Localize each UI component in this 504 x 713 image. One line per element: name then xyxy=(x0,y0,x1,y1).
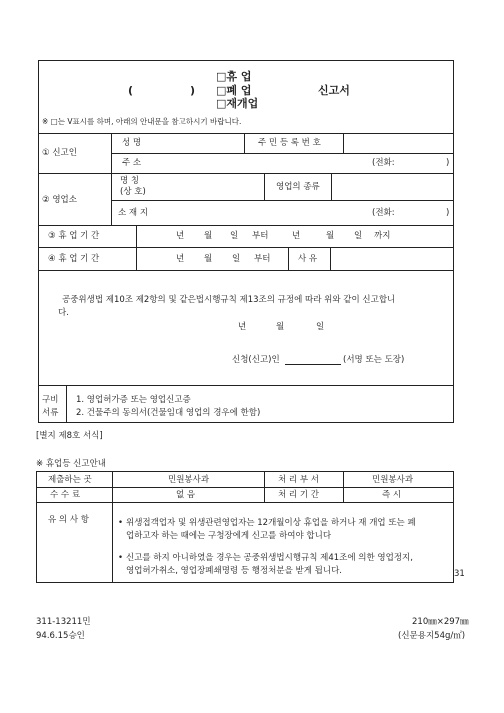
guide-dept-label: 처 리 부 서 xyxy=(278,475,319,485)
period4-label: ④ 휴 업 기 간 xyxy=(48,254,100,264)
date-day[interactable]: 일 xyxy=(316,322,325,332)
title-paren-close: ) xyxy=(190,84,196,97)
rule xyxy=(36,502,454,503)
period3-label: ③ 휴 업 기 간 xyxy=(48,231,100,241)
guide-fee-label: 수 수 료 xyxy=(50,490,81,500)
form-number: [별지 제8호 서식] xyxy=(36,431,103,441)
guide-period-value: 즉 시 xyxy=(382,490,402,500)
applicant-name-field[interactable] xyxy=(140,134,242,152)
title-option-reopen[interactable]: □재개업 xyxy=(216,97,259,110)
docs-item-2: 2. 건물주의 동의서(건물임대 영업의 경우에 한함) xyxy=(76,408,261,418)
docs-item-1: 1. 영업허가증 또는 영업신고증 xyxy=(76,395,191,405)
business-name-field[interactable] xyxy=(140,174,262,199)
business-type-field[interactable] xyxy=(333,174,452,199)
period3-from: 부터 xyxy=(252,231,269,241)
period3-start-month[interactable]: 월 xyxy=(204,231,213,241)
rule xyxy=(343,133,344,153)
title-suffix: 신고서 xyxy=(318,84,350,97)
period3-start-year[interactable]: 년 xyxy=(176,231,185,241)
rule xyxy=(264,471,265,502)
rule xyxy=(264,173,265,200)
applicant-id-label: 주 민 등 록 번 호 xyxy=(258,138,321,148)
applicant-address-label: 주 소 xyxy=(122,158,142,168)
guide-note-2-line-1: 신고를 하지 아니하였을 경우는 공중위생법시행규칙 제41조에 의한 영업정지, xyxy=(126,553,413,563)
period3-start-day[interactable]: 일 xyxy=(230,231,239,241)
period3-end-month[interactable]: 월 xyxy=(326,231,335,241)
business-name-label-sub: (상 호) xyxy=(120,187,146,197)
guide-note-1-line-1: 위생접객업자 및 위생관련영업자는 12개월이상 휴업을 하거나 재 개업 또는 폐 xyxy=(126,518,416,528)
guide-submit-value: 민원봉사과 xyxy=(168,475,210,485)
footer-code: 311-13211민 xyxy=(36,617,91,627)
applicant-id-field[interactable] xyxy=(345,134,452,152)
rule xyxy=(36,487,454,488)
rule xyxy=(38,270,454,271)
rule xyxy=(38,385,454,386)
date-year[interactable]: 년 xyxy=(238,322,247,332)
guide-note-1-line-2: 업하고자 하는 때에는 구청장에게 신고를 하여야 합니다 xyxy=(126,531,332,541)
guide-fee-value: 없 음 xyxy=(176,490,196,500)
business-name-label: 명 칭 xyxy=(120,176,140,186)
applicant-phone-close: ) xyxy=(446,158,450,168)
period4-reason-field[interactable] xyxy=(332,248,452,269)
page-number: 31 xyxy=(454,569,465,579)
application-form xyxy=(38,60,454,423)
rule xyxy=(343,471,344,502)
signer-hint: (서명 또는 도장) xyxy=(343,355,405,365)
period4-from: 부터 xyxy=(254,254,271,264)
business-phone-label: (전화: xyxy=(372,208,395,218)
title-option-close[interactable]: □폐 업 xyxy=(216,84,252,97)
rule xyxy=(66,385,67,423)
guide-bullet-1: • xyxy=(118,518,124,528)
rule xyxy=(111,133,112,225)
rule xyxy=(330,247,331,270)
statement-line-1: 공중위생법 제10조 제2항의 및 같은법시행규칙 제13조의 규정에 따라 위와 같이 신고합니 xyxy=(62,295,396,305)
guide-bullet-2: • xyxy=(118,553,124,563)
signer-field[interactable] xyxy=(285,354,341,365)
period3-until: 까지 xyxy=(374,231,391,241)
period3-end-year[interactable]: 년 xyxy=(292,231,301,241)
period4-reason-label: 사 유 xyxy=(298,254,318,264)
guide-period-label: 처 리 기 간 xyxy=(278,490,319,500)
statement-line-2: 다. xyxy=(58,308,69,318)
applicant-phone-label: (전화: xyxy=(372,158,395,168)
applicant-section-label: ① 신고인 xyxy=(42,148,77,158)
guide-note-2-line-2: 영업허가취소, 영업장폐쇄명령 등 행정처분을 받게 됩니다. xyxy=(126,566,342,576)
business-type-label: 영업의 종류 xyxy=(276,182,320,192)
signer-label: 신청(신고)인 xyxy=(232,355,280,365)
applicant-address-field[interactable] xyxy=(140,154,370,172)
period4-start-year[interactable]: 년 xyxy=(176,254,185,264)
title-paren-open: ( xyxy=(128,84,134,97)
docs-label-2: 서류 xyxy=(42,408,59,418)
rule xyxy=(112,471,113,583)
title-option-suspend[interactable]: □휴 업 xyxy=(216,70,252,83)
rule xyxy=(136,225,137,270)
guide-submit-label: 제출하는 곳 xyxy=(48,475,92,485)
guide-dept-value: 민원봉사과 xyxy=(372,475,414,485)
period3-end-day[interactable]: 일 xyxy=(354,231,363,241)
rule xyxy=(244,133,245,153)
period4-start-month[interactable]: 월 xyxy=(204,254,213,264)
period4-start-day[interactable]: 일 xyxy=(232,254,241,264)
business-location-field[interactable] xyxy=(140,201,370,224)
date-month[interactable]: 월 xyxy=(276,322,285,332)
guide-notes-label: 유 의 사 항 xyxy=(48,515,89,525)
rule xyxy=(331,173,332,200)
business-phone-close: ) xyxy=(446,208,450,218)
footer-approval: 94.6.15승인 xyxy=(36,631,85,641)
rule xyxy=(288,247,289,270)
form-note: ※ □는 V표시를 하며, 아래의 안내문을 참고하시기 바랍니다. xyxy=(42,117,242,126)
applicant-name-label: 성 명 xyxy=(122,138,142,148)
guide-title: ※ 휴업등 신고안내 xyxy=(36,459,107,469)
business-location-label: 소 재 지 xyxy=(118,208,149,218)
business-section-label: ② 영업소 xyxy=(42,195,77,205)
rule xyxy=(38,225,454,226)
docs-label-1: 구비 xyxy=(42,395,59,405)
footer-size: 210㎜×297㎜ xyxy=(412,617,469,627)
footer-paper: (신문용지54g/㎡) xyxy=(398,631,466,641)
